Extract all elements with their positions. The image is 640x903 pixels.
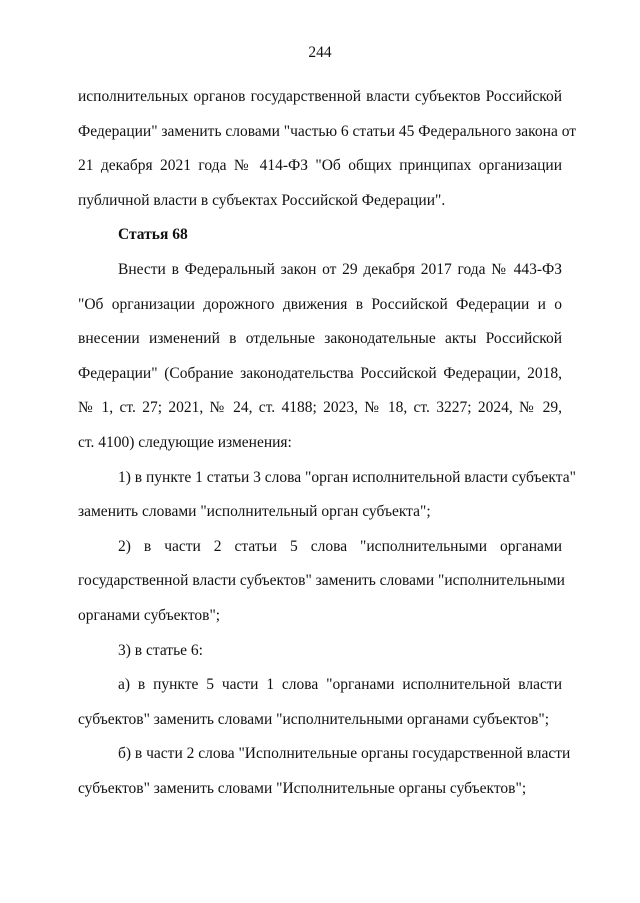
text-line: 21 декабря 2021 года № 414-ФЗ "Об общих принципах организации [78,157,562,175]
paragraph-item-3 [78,634,562,669]
text-line: "Об организации дорожного движения в Российской Федерации и о [78,295,562,313]
paragraph-subitem-a [78,668,562,737]
article-heading-block [78,218,562,253]
text-line: исполнительных органов государственной власти субъектов Российской [78,88,562,105]
text-line: ст. 4100) следующие изменения: [78,433,292,451]
text-line: 2) в части 2 статьи 5 слова "исполнительными органами [118,537,562,555]
paragraph-article-intro [78,253,562,461]
text-line: 3) в статье 6: [118,641,203,659]
text-line: б) в части 2 слова "Исполнительные органы государственной власти [118,745,571,763]
page-number: 244 [308,44,332,61]
text-line: Внести в Федеральный закон от 29 декабря 2017 года № 443-ФЗ [118,260,562,278]
paragraph-item-2 [78,530,565,634]
text-line: а) в пункте 5 части 1 слова "органами исполнительной власти [118,676,562,694]
text-line: заменить словами "исполнительный орган субъекта"; [78,503,431,521]
article-heading: Статья 68 [118,226,188,244]
text-line: публичной власти в субъектах Российской Федерации". [78,191,446,209]
text-line: субъектов" заменить словами "Исполнительные органы субъектов"; [78,779,527,797]
text-line: Федерации" заменить словами "частью 6 статьи 45 Федерального закона от [78,122,577,140]
text-line: государственной власти субъектов" заменить словами "исполнительными [78,572,565,590]
paragraph-item-1 [78,461,576,530]
text-line: 1) в пункте 1 статьи 3 слова "орган исполнительной власти субъекта" [118,468,576,486]
paragraph-subitem-b [78,737,571,806]
text-line: № 1, ст. 27; 2021, № 24, ст. 4188; 2023, № 18, ст. 3227; 2024, № 29, [78,399,562,417]
text-line: органами субъектов"; [78,606,221,624]
paragraph-continuation [78,80,577,218]
text-line: внесении изменений в отдельные законодательные акты Российской [78,330,562,348]
text-line: Федерации" (Собрание законодательства Российской Федерации, 2018, [78,364,562,382]
document-body [78,80,577,806]
text-line: субъектов" заменить словами "исполнительными органами субъектов"; [78,710,550,728]
